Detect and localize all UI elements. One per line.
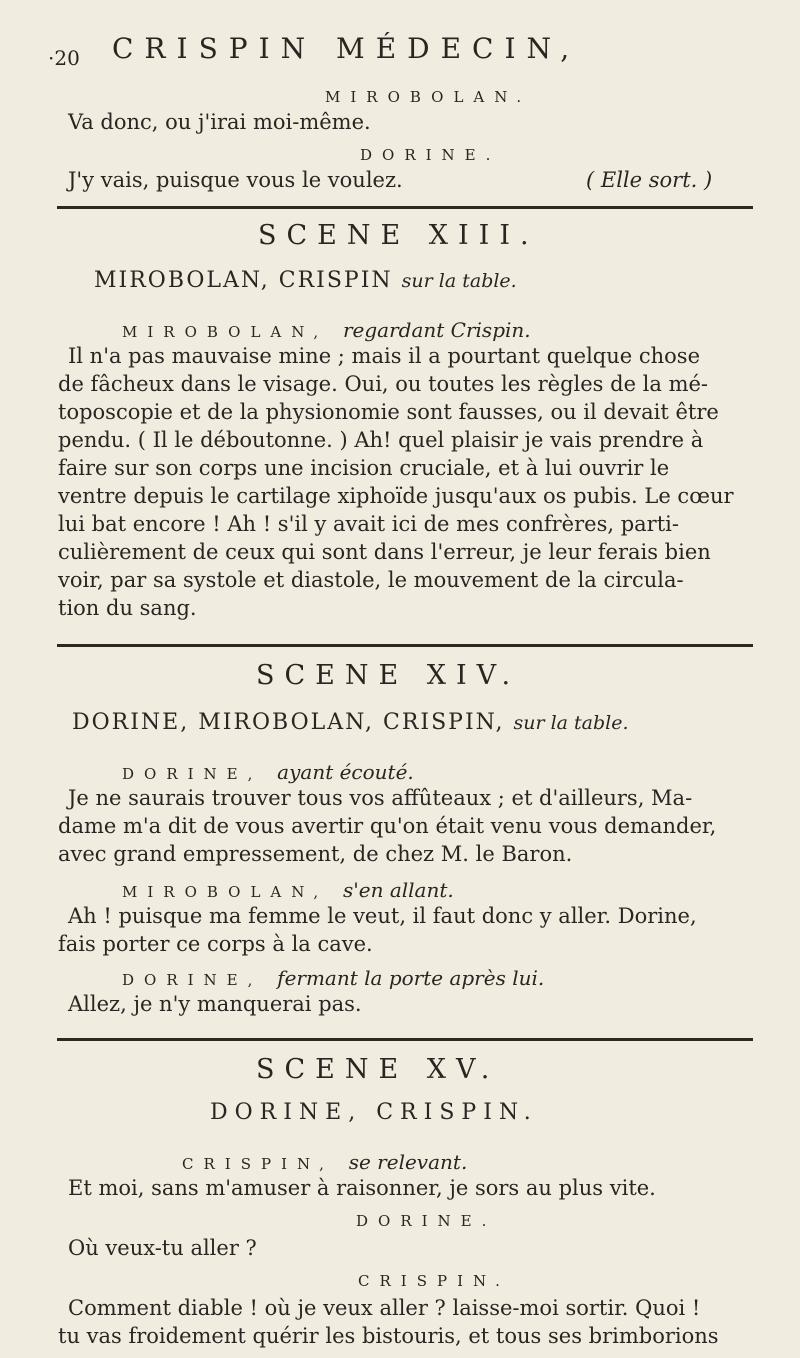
scene-title-14: SCENE XIV.	[256, 660, 521, 691]
scene-divider	[57, 1038, 753, 1041]
scene-title-13: SCENE XIII.	[258, 220, 539, 251]
scene-cast-15: DORINE, CRISPIN.	[210, 1100, 538, 1125]
dialogue-line: pendu. ( Il le déboutonne. ) Ah! quel plaisir je vais prendre à	[58, 428, 704, 452]
cast-names: MIROBOLAN, CRISPIN	[94, 268, 393, 293]
dialogue-line: fais porter ce corps à la cave.	[58, 932, 373, 956]
stage-direction: ( Elle sort. )	[586, 168, 713, 192]
dialogue-line: Où veux-tu aller ?	[68, 1236, 257, 1260]
speaker-mirobolan: MIROBOLAN, s'en allant.	[122, 878, 454, 902]
dialogue-line: voir, par sa systole et diastole, le mouvement de la circula-	[58, 568, 684, 592]
cast-names: DORINE, MIROBOLAN, CRISPIN,	[72, 710, 505, 735]
speaker-dorine: DORINE, ayant écouté.	[122, 760, 414, 784]
dialogue-line: tu vas froidement quérir les bistouris, et tous ses brimborions	[58, 1324, 719, 1348]
dialogue-line: faire sur son corps une incision cruciale, et à lui ouvrir le	[58, 456, 670, 480]
page-number: ·20	[48, 46, 80, 70]
scene-divider	[57, 206, 753, 209]
running-title: CRISPIN MÉDECIN,	[112, 32, 581, 65]
scene-cast-13	[94, 268, 517, 293]
speaker-direction: se relevant.	[348, 1150, 468, 1174]
speaker-mirobolan: MIROBOLAN, regardant Crispin.	[122, 318, 531, 342]
speaker-direction: s'en allant.	[342, 878, 454, 902]
speaker-crispin: CRISPIN.	[358, 1272, 510, 1290]
speaker-dorine: DORINE, fermant la porte après lui.	[122, 966, 545, 990]
speaker-direction: regardant Crispin.	[342, 318, 531, 342]
dialogue-line: Je ne saurais trouver tous vos affûteaux ; et d'ailleurs, Ma-	[68, 786, 693, 810]
dialogue-line: tion du sang.	[58, 596, 197, 620]
dialogue-line: avec grand empressement, de chez M. le Baron.	[58, 842, 573, 866]
dialogue-line: Ah ! puisque ma femme le veut, il faut donc y aller. Dorine,	[68, 904, 697, 928]
dialogue-line: ventre depuis le cartilage xiphoïde jusqu'aux os pubis. Le cœur	[58, 484, 734, 508]
speaker-dorine: DORINE.	[360, 146, 501, 164]
scene-cast-14	[72, 710, 629, 735]
speaker-crispin: CRISPIN, se relevant.	[182, 1150, 468, 1174]
speaker-mirobolan: MIROBOLAN.	[325, 88, 532, 106]
speaker-direction: fermant la porte après lui.	[277, 966, 545, 990]
speaker-direction: ayant écouté.	[277, 760, 414, 784]
dialogue-line: Comment diable ! où je veux aller ? laisse-moi sortir. Quoi !	[68, 1296, 701, 1320]
dialogue-line: lui bat encore ! Ah ! s'il y avait ici de mes confrères, parti-	[58, 512, 679, 536]
dialogue-line: toposcopie et de la physionomie sont fausses, ou il devait être	[58, 400, 719, 424]
dialogue-line: Va donc, ou j'irai moi-même.	[68, 110, 371, 134]
speaker-dorine: DORINE.	[356, 1212, 497, 1230]
cast-direction: sur la table.	[513, 712, 629, 734]
dialogue-line: culièrement de ceux qui sont dans l'erreur, je leur ferais bien	[58, 540, 711, 564]
scene-divider	[57, 644, 753, 647]
scene-title-15: SCENE XV.	[256, 1054, 500, 1085]
dialogue-line: Il n'a pas mauvaise mine ; mais il a pourtant quelque chose	[68, 344, 701, 368]
dialogue-line: Et moi, sans m'amuser à raisonner, je sors au plus vite.	[68, 1176, 656, 1200]
dialogue-line: de fâcheux dans le visage. Oui, ou toutes les règles de la mé-	[58, 372, 709, 396]
cast-direction: sur la table.	[401, 270, 517, 292]
dialogue-line: Allez, je n'y manquerai pas.	[68, 992, 362, 1016]
dialogue-line: dame m'a dit de vous avertir qu'on était venu vous demander,	[58, 814, 717, 838]
dialogue-line: J'y vais, puisque vous le voulez.	[68, 168, 403, 192]
